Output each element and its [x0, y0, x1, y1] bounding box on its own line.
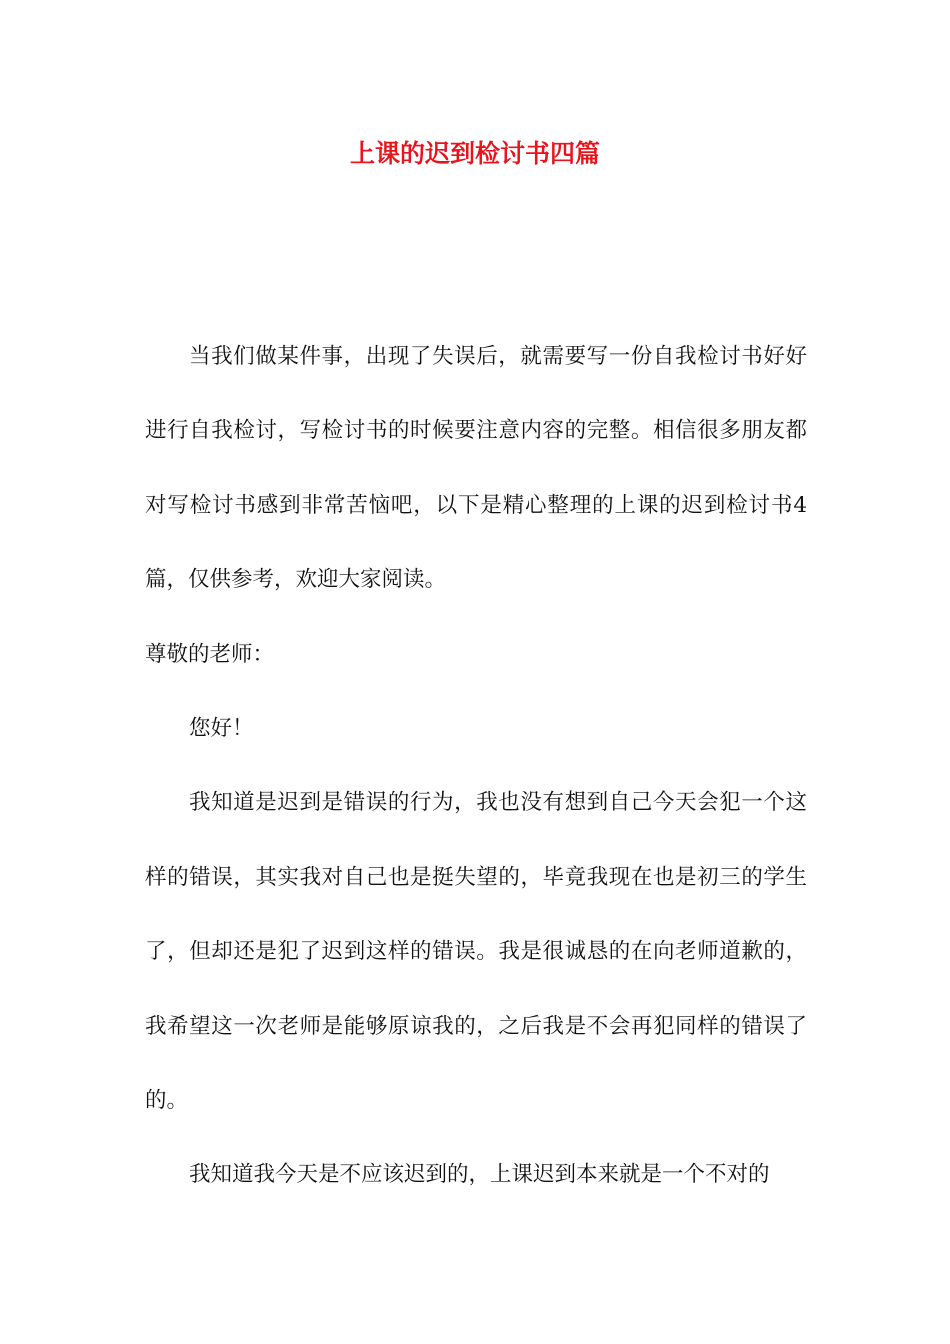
greeting: 您好！ — [189, 716, 254, 742]
document-body — [145, 320, 807, 1213]
document-title: 上课的迟到检讨书四篇 — [349, 139, 600, 168]
body-paragraph-1: 我知道是迟到是错误的行为，我也没有想到自己今天会犯一个这样的错误，其实我对自己也是挺失望的，毕竟我现在也是初三的学生了，但却还是犯了迟到这样的错误。我是很诚恳的在向老师道歉的，我希望这一次老师是能够原谅我的，之后我是不会再犯同样的错误了的。 — [145, 790, 807, 1114]
salutation: 尊敬的老师： — [145, 641, 275, 667]
intro-paragraph: 当我们做某件事，出现了失误后，就需要写一份自我检讨书好好进行自我检讨，写检讨书的时候要注意内容的完整。相信很多朋友都对写检讨书感到非常苦恼吧，以下是精心整理的上课的迟到检讨书4篇，仅供参考，欢迎大家阅读。 — [145, 344, 807, 593]
body-paragraph-2: 我知道我今天是不应该迟到的，上课迟到本来就是一个不对的 — [189, 1162, 770, 1188]
